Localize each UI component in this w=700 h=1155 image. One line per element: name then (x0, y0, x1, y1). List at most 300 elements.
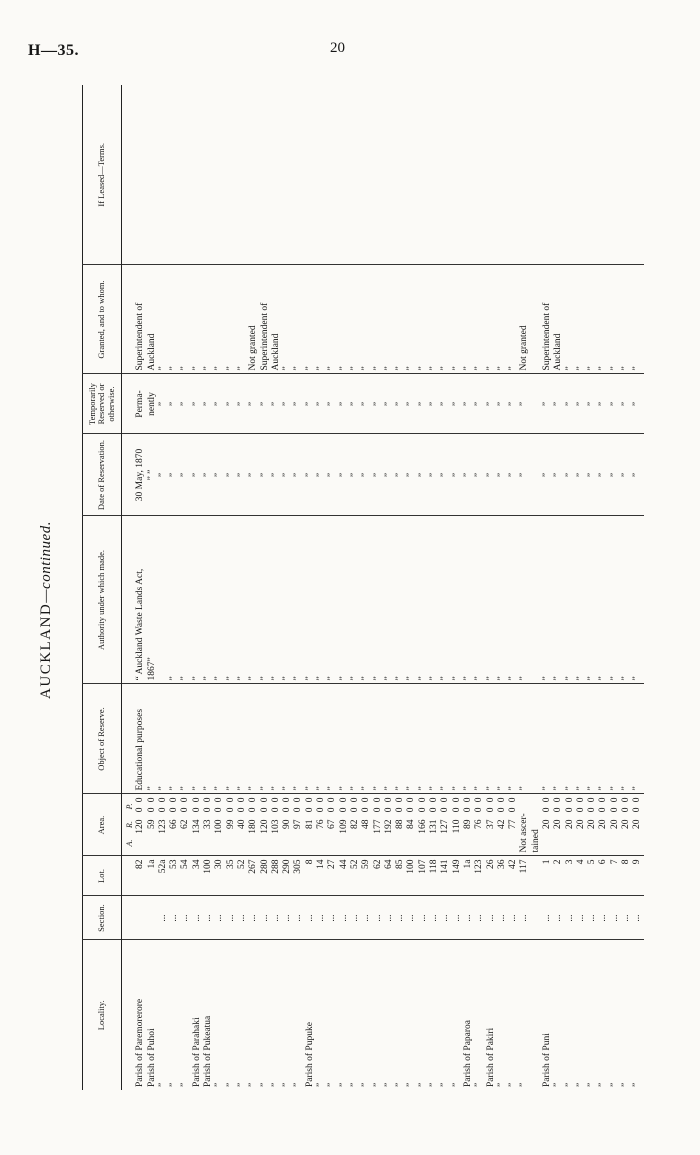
cell-locality: Parish of Parahaki (192, 940, 203, 1090)
table-row (226, 85, 237, 1090)
units-spacer (122, 940, 136, 1090)
units-spacer (122, 856, 136, 896)
cell-lot: 8 (621, 856, 632, 896)
table-row (350, 85, 361, 1090)
cell-area (361, 794, 372, 856)
cell-leased (180, 85, 191, 265)
cell-area (395, 794, 406, 856)
cell-object: ” (282, 684, 293, 794)
cell-locality: ” (395, 940, 406, 1090)
cell-authority (531, 516, 542, 684)
cell-object: ” (440, 684, 451, 794)
table-row (474, 85, 485, 1090)
cell-lot: 280 (260, 856, 271, 896)
cell-authority: ” (497, 516, 508, 684)
cell-area (192, 794, 203, 856)
area-roods: 0 (135, 807, 146, 813)
cell-lot: 26 (486, 856, 497, 896)
cell-object: ” (169, 684, 180, 794)
area-acres: 20 (632, 819, 643, 829)
cell-authority (158, 516, 169, 684)
cell-granted: ” (327, 265, 338, 374)
cell-section: ... (553, 896, 564, 940)
cell-date: ” (305, 434, 316, 516)
cell-date: ” (282, 434, 293, 516)
cell-temporarily: ” (621, 374, 632, 434)
cell-temporarily: ” (576, 374, 587, 434)
cell-object: ” (576, 684, 587, 794)
area-acres: 20 (598, 819, 609, 829)
cell-date: ” (169, 434, 180, 516)
cell-temporarily (531, 374, 542, 434)
cell-locality: ” (158, 940, 169, 1090)
area-acres: 131 (429, 819, 440, 834)
area-perches: 0 (541, 797, 552, 803)
cell-section: ... (384, 896, 395, 940)
cell-lot: 64 (384, 856, 395, 896)
cell-temporarily: ” (327, 374, 338, 434)
area-acres: 180 (248, 819, 259, 834)
area-perches: 0 (485, 797, 496, 803)
units-spacer (122, 85, 136, 265)
area-roods: 0 (598, 807, 609, 813)
cell-authority: ” (180, 516, 191, 684)
cell-date: ” (214, 434, 225, 516)
cell-authority: ” (384, 516, 395, 684)
cell-section: ... (406, 896, 417, 940)
cell-leased (508, 85, 519, 265)
cell-locality: Parish of Pakiri (486, 940, 497, 1090)
cell-section: ... (180, 896, 191, 940)
area-perches: 0 (440, 797, 451, 803)
cell-area (293, 794, 304, 856)
cell-section: ... (271, 896, 282, 940)
col-locality-header: Locality. (83, 940, 122, 1090)
area-roods: 0 (146, 807, 157, 813)
cell-authority: ” (339, 516, 350, 684)
area-unit-perches: P. (125, 803, 134, 810)
table-row (508, 85, 519, 1090)
cell-section: ... (226, 896, 237, 940)
cell-area (621, 794, 632, 856)
cell-object: ” (486, 684, 497, 794)
cell-section: ... (542, 896, 553, 940)
cell-date: ” (384, 434, 395, 516)
cell-locality: ” (598, 940, 609, 1090)
cell-object: ” (508, 684, 519, 794)
cell-area (282, 794, 293, 856)
cell-locality: ” (508, 940, 519, 1090)
cell-object: ” (587, 684, 598, 794)
cell-temporarily: ” (350, 374, 361, 434)
area-roods: 0 (429, 807, 440, 813)
units-spacer (122, 265, 136, 374)
cell-authority: ” (361, 516, 372, 684)
cell-locality: Parish of Pupuke (305, 940, 316, 1090)
area-roods: 0 (214, 807, 225, 813)
cell-section: ... (282, 896, 293, 940)
cell-leased (158, 85, 169, 265)
cell-granted: ” (226, 265, 237, 374)
area-acres: 88 (395, 819, 406, 829)
area-perches: 0 (417, 797, 428, 803)
cell-section: ... (418, 896, 429, 940)
cell-area (135, 794, 146, 856)
cell-object: ” (180, 684, 191, 794)
cell-date: ” (192, 434, 203, 516)
table-header-row (83, 85, 122, 1090)
cell-authority: ” (553, 516, 564, 684)
area-acres: 97 (293, 819, 304, 829)
cell-date: ” (226, 434, 237, 516)
col-authority-header: Authority under which made. (83, 516, 122, 684)
cell-object: ” (632, 684, 643, 794)
cell-leased (576, 85, 587, 265)
cell-locality: ” (610, 940, 621, 1090)
table-row (384, 85, 395, 1090)
cell-object: ” (429, 684, 440, 794)
area-roods: 0 (361, 807, 372, 813)
area-roods: 0 (225, 807, 236, 813)
cell-object (531, 684, 542, 794)
area-acres: 77 (508, 819, 519, 829)
cell-temporarily: ” (542, 374, 553, 434)
table-row (203, 85, 214, 1090)
cell-section: ... (373, 896, 384, 940)
cell-locality (531, 940, 542, 1090)
cell-leased (305, 85, 316, 265)
area-perches: 0 (327, 797, 338, 803)
area-roods: 0 (632, 807, 643, 813)
cell-temporarily: ” (610, 374, 621, 434)
cell-object: ” (248, 684, 259, 794)
cell-area (384, 794, 395, 856)
cell-section: ... (519, 896, 530, 940)
table-row (361, 85, 372, 1090)
cell-date: ” (180, 434, 191, 516)
cell-object: ” (542, 684, 553, 794)
cell-authority: ” (350, 516, 361, 684)
area-acres: 99 (225, 819, 236, 829)
cell-area (452, 794, 463, 856)
area-perches: 0 (372, 797, 383, 803)
cell-date: ” (350, 434, 361, 516)
cell-area (305, 794, 316, 856)
cell-leased (440, 85, 451, 265)
cell-object: ” (361, 684, 372, 794)
cell-object: ” (553, 684, 564, 794)
cell-area (237, 794, 248, 856)
cell-object: ” (452, 684, 463, 794)
table-row (497, 85, 508, 1090)
cell-area (214, 794, 225, 856)
cell-leased (316, 85, 327, 265)
cell-locality: ” (406, 940, 417, 1090)
cell-locality: ” (474, 940, 485, 1090)
cell-authority: ” (203, 516, 214, 684)
cell-leased (135, 85, 146, 265)
area-perches: 0 (349, 797, 360, 803)
cell-locality: Parish of Paremorerore (135, 940, 146, 1090)
cell-section: ... (169, 896, 180, 940)
area-perches: 0 (553, 797, 564, 803)
cell-leased (226, 85, 237, 265)
cell-date: ” (553, 434, 564, 516)
area-perches: 0 (225, 797, 236, 803)
cell-locality: Parish of Puni (542, 940, 553, 1090)
cell-temporarily: ” (237, 374, 248, 434)
cell-area (610, 794, 621, 856)
col-granted-header: Granted, and to whom. (83, 265, 122, 374)
area-roods: 0 (372, 807, 383, 813)
cell-object: ” (565, 684, 576, 794)
table-row (553, 85, 564, 1090)
cell-section: ... (474, 896, 485, 940)
cell-date (531, 434, 542, 516)
table-row (293, 85, 304, 1090)
cell-section: ... (350, 896, 361, 940)
page-reference: H—35. (28, 42, 79, 59)
cell-locality: ” (169, 940, 180, 1090)
cell-temporarily: ” (203, 374, 214, 434)
area-perches: 0 (621, 797, 632, 803)
area-roods: 0 (564, 807, 575, 813)
cell-area (327, 794, 338, 856)
area-perches: 0 (429, 797, 440, 803)
cell-lot: 35 (226, 856, 237, 896)
cell-temporarily: ” (158, 374, 169, 434)
cell-granted: ” (384, 265, 395, 374)
cell-date: ” (598, 434, 609, 516)
cell-authority: ” (429, 516, 440, 684)
area-perches: 0 (575, 797, 586, 803)
area-roods: 0 (191, 807, 202, 813)
cell-area (339, 794, 350, 856)
area-perches: 0 (180, 797, 191, 803)
cell-locality: ” (282, 940, 293, 1090)
cell-granted: Auckland (553, 265, 564, 374)
cell-leased (463, 85, 474, 265)
cell-area (180, 794, 191, 856)
cell-lot: 100 (203, 856, 214, 896)
units-spacer (122, 374, 136, 434)
cell-object: ” (316, 684, 327, 794)
area-perches: 0 (316, 797, 327, 803)
cell-date: ” (440, 434, 451, 516)
cell-date: ” ” (147, 434, 158, 516)
area-acres: 192 (383, 819, 394, 834)
cell-lot: 54 (180, 856, 191, 896)
cell-area (531, 794, 542, 856)
cell-authority: ” (621, 516, 632, 684)
cell-granted: ” (632, 265, 643, 374)
table-row (214, 85, 225, 1090)
cell-area (519, 794, 530, 856)
cell-leased (598, 85, 609, 265)
cell-lot: 267 (248, 856, 259, 896)
cell-authority: “ Auckland Waste Lands Act, (135, 516, 146, 684)
cell-authority: ” (271, 516, 282, 684)
table-row (327, 85, 338, 1090)
cell-object: ” (406, 684, 417, 794)
cell-lot: 7 (610, 856, 621, 896)
cell-date: ” (632, 434, 643, 516)
cell-section: ... (214, 896, 225, 940)
cell-date: ” (373, 434, 384, 516)
cell-object: ” (203, 684, 214, 794)
area-acres: 127 (440, 819, 451, 834)
area-acres: 177 (372, 819, 383, 834)
table-row (463, 85, 474, 1090)
area-header-label: Area. (96, 815, 107, 835)
cell-object: ” (339, 684, 350, 794)
cell-section: ... (260, 896, 271, 940)
cell-section: ... (632, 896, 643, 940)
cell-locality: ” (237, 940, 248, 1090)
cell-section: ... (203, 896, 214, 940)
cell-lot: 53 (169, 856, 180, 896)
cell-authority: ” (508, 516, 519, 684)
area-roods: 0 (440, 807, 451, 813)
cell-lot: 107 (418, 856, 429, 896)
cell-date: ” (271, 434, 282, 516)
cell-section: ... (305, 896, 316, 940)
cell-granted: ” (339, 265, 350, 374)
area-acres: Not ascer- (519, 813, 530, 853)
cell-leased (350, 85, 361, 265)
cell-object: ” (192, 684, 203, 794)
cell-granted: ” (486, 265, 497, 374)
cell-temporarily: ” (248, 374, 259, 434)
cell-leased (192, 85, 203, 265)
cell-lot (531, 856, 542, 896)
table-row (598, 85, 609, 1090)
cell-object: ” (147, 684, 158, 794)
cell-granted: ” (463, 265, 474, 374)
cell-leased (486, 85, 497, 265)
cell-object: ” (158, 684, 169, 794)
cell-granted: Auckland (147, 265, 158, 374)
cell-lot: 2 (553, 856, 564, 896)
cell-granted: ” (474, 265, 485, 374)
reserves-table-container (82, 85, 643, 1090)
table-row (260, 85, 271, 1090)
cell-date: ” (158, 434, 169, 516)
cell-temporarily: ” (192, 374, 203, 434)
cell-granted: Superintendent of (260, 265, 271, 374)
cell-leased (237, 85, 248, 265)
area-acres: 20 (587, 819, 598, 829)
cell-temporarily: ” (293, 374, 304, 434)
cell-granted: ” (508, 265, 519, 374)
units-spacer (122, 434, 136, 516)
col-area-header (83, 794, 122, 856)
cell-leased (293, 85, 304, 265)
cell-authority: ” (316, 516, 327, 684)
cell-lot: 82 (135, 856, 146, 896)
cell-granted: ” (565, 265, 576, 374)
table-row (180, 85, 191, 1090)
cell-leased (519, 85, 530, 265)
cell-object: ” (418, 684, 429, 794)
cell-section: ... (440, 896, 451, 940)
cell-object: ” (226, 684, 237, 794)
cell-date: 30 May, 1870 (135, 434, 146, 516)
cell-lot: 44 (339, 856, 350, 896)
area-perches: 0 (214, 797, 225, 803)
cell-granted: ” (373, 265, 384, 374)
col-date-header: Date of Reservation. (83, 434, 122, 516)
area-acres: 89 (462, 819, 473, 829)
cell-granted: ” (158, 265, 169, 374)
area-perches: 0 (609, 797, 620, 803)
cell-temporarily: ” (429, 374, 440, 434)
cell-area (440, 794, 451, 856)
cell-granted: ” (316, 265, 327, 374)
cell-temporarily: ” (373, 374, 384, 434)
area-acres: 62 (180, 819, 191, 829)
cell-authority: ” (214, 516, 225, 684)
cell-date: ” (497, 434, 508, 516)
units-spacer (122, 684, 136, 794)
cell-area (248, 794, 259, 856)
cell-temporarily: ” (260, 374, 271, 434)
area-roods: 0 (587, 807, 598, 813)
cell-temporarily: ” (474, 374, 485, 434)
cell-locality: ” (519, 940, 530, 1090)
table-row (158, 85, 169, 1090)
cell-area (418, 794, 429, 856)
area-roods: 0 (169, 807, 180, 813)
cell-object: ” (293, 684, 304, 794)
section-title-suffix: —continued. (38, 521, 54, 603)
cell-locality: ” (429, 940, 440, 1090)
cell-granted: ” (293, 265, 304, 374)
cell-authority: ” (305, 516, 316, 684)
cell-section: ... (361, 896, 372, 940)
area-acres: 166 (417, 819, 428, 834)
table-row (248, 85, 259, 1090)
table-row (395, 85, 406, 1090)
cell-granted: ” (395, 265, 406, 374)
cell-locality: ” (497, 940, 508, 1090)
cell-leased (621, 85, 632, 265)
cell-temporarily: ” (565, 374, 576, 434)
cell-date: ” (406, 434, 417, 516)
cell-granted: ” (610, 265, 621, 374)
area-roods: 0 (553, 807, 564, 813)
area-roods: 0 (395, 807, 406, 813)
cell-date: ” (248, 434, 259, 516)
cell-object: ” (598, 684, 609, 794)
cell-area (260, 794, 271, 856)
cell-section: ... (339, 896, 350, 940)
cell-area (598, 794, 609, 856)
area-perches: 0 (293, 797, 304, 803)
cell-leased (553, 85, 564, 265)
cell-object: ” (497, 684, 508, 794)
cell-locality: ” (440, 940, 451, 1090)
cell-section: ... (598, 896, 609, 940)
cell-temporarily: ” (553, 374, 564, 434)
area-perches: 0 (304, 797, 315, 803)
cell-lot: 141 (440, 856, 451, 896)
cell-temporarily: ” (508, 374, 519, 434)
area-acres: 20 (621, 819, 632, 829)
area-perches: 0 (508, 797, 519, 803)
cell-lot: 52 (350, 856, 361, 896)
cell-authority: ” (169, 516, 180, 684)
